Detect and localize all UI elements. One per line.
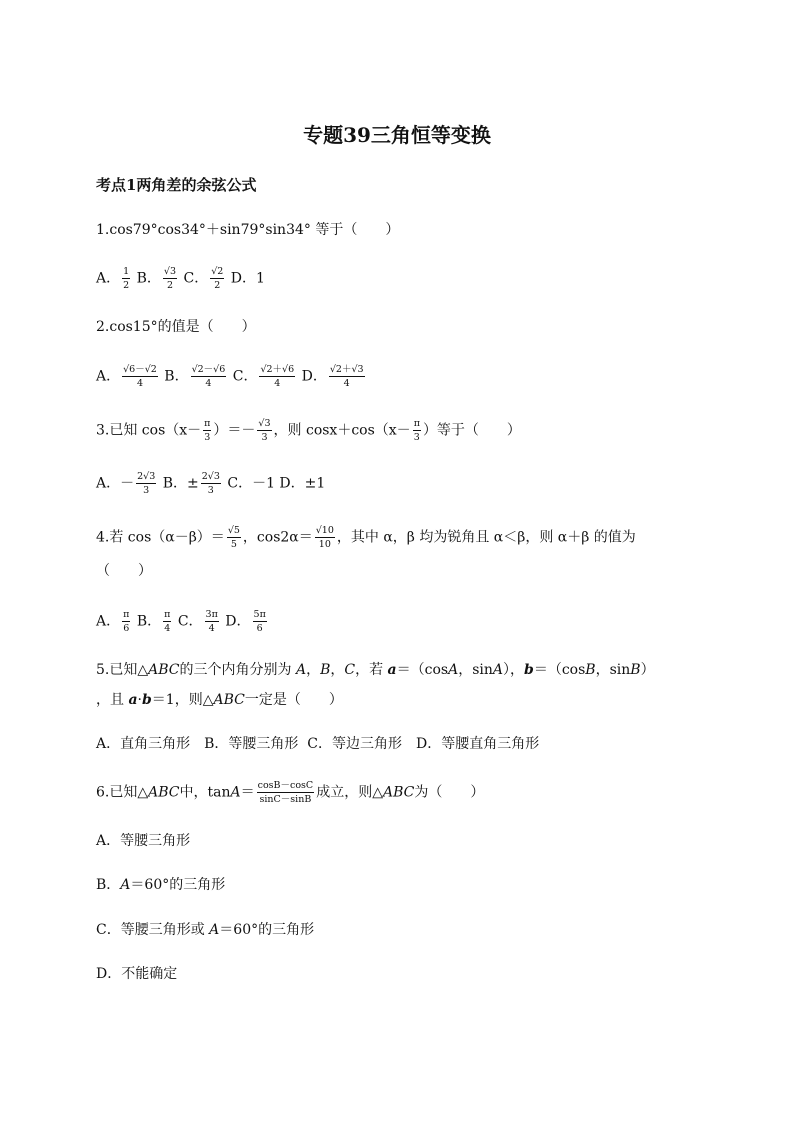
question-4-options bbox=[96, 609, 269, 634]
fraction: $\frac{2√3}{3}$ bbox=[137, 471, 156, 496]
question-5-stem-line2: ，且 a·b＝1，则△ABC一定是（ ） bbox=[96, 692, 343, 708]
fraction: $\frac{\pi}{3}$ bbox=[413, 418, 420, 443]
question-2-stem: 2.cos15°的值是（ ） bbox=[96, 319, 256, 335]
option-b-label: B． bbox=[132, 270, 161, 287]
fraction: $\frac{√5}{5}$ bbox=[227, 525, 240, 550]
option-c-label: C． bbox=[228, 368, 258, 385]
option-d-label: D． bbox=[220, 613, 251, 630]
fraction: $\frac{\pi}{3}$ bbox=[204, 418, 211, 443]
question-6-option-d: D．不能确定 bbox=[96, 966, 178, 982]
question-6-option-b: B．A＝60°的三角形 bbox=[96, 877, 226, 893]
question-4-stem-line2: （ ） bbox=[96, 563, 152, 579]
question-6-option-c: C．等腰三角形或 A＝60°的三角形 bbox=[96, 922, 315, 938]
fraction: $\frac{√2+√6}{4}$ bbox=[260, 364, 295, 389]
fraction: $\frac{√2+√3}{4}$ bbox=[329, 364, 364, 389]
fraction: $\frac{√2}{2}$ bbox=[211, 266, 224, 291]
question-1-options bbox=[96, 266, 265, 291]
option-a-label: A．－ bbox=[96, 475, 135, 492]
fraction: $\frac{3\pi}{4}$ bbox=[205, 609, 218, 634]
option-a-label: A． bbox=[96, 613, 121, 630]
fraction: $\frac{\pi}{6}$ bbox=[123, 609, 130, 634]
section-heading: 考点1两角差的余弦公式 bbox=[96, 176, 257, 194]
page-title: 专题39三角恒等变换 bbox=[303, 123, 491, 147]
question-6-option-a: A．等腰三角形 bbox=[96, 833, 191, 849]
fraction: $\frac{√2-√6}{4}$ bbox=[191, 364, 226, 389]
option-d-label: D． bbox=[297, 368, 327, 385]
option-c-label: C． bbox=[173, 613, 203, 630]
question-4-stem: 4.若 cos（α－β）＝ $\frac{√5}{5}$ ，cos2α＝ $\frac{√10}{10}$ ，其中 α，β 均为锐角且 α＜β，则 α＋β 的值为 bbox=[96, 525, 636, 550]
option-a-label: A． bbox=[96, 270, 121, 287]
question-5-stem: 5.已知△ABC的三个内角分别为 A，B，C，若 a＝（cosA，sinA），b＝（cosB，sinB） bbox=[96, 662, 655, 678]
fraction: $\frac{√3}{2}$ bbox=[163, 266, 177, 291]
option-c-label: C． bbox=[179, 270, 209, 287]
option-a-label: A． bbox=[96, 368, 121, 385]
fraction: $\frac{\pi}{4}$ bbox=[164, 609, 171, 634]
question-2-options bbox=[96, 364, 367, 389]
question-6-stem: 6.已知△ABC中，tanA＝ $\frac{\cos B-\cos C}{\sin C-\sin B}$ 成立，则△ABC为（ ） bbox=[96, 780, 485, 805]
option-d: D．1 bbox=[226, 270, 265, 287]
fraction: $\frac{2√3}{3}$ bbox=[201, 471, 220, 496]
question-3-stem: 3.已知 cos（x－ $\frac{\pi}{3}$ ）＝－ $\frac{√3}{3}$ ，则 cosx＋cos（x－ $\frac{\pi}{3}$ ）等于（ ） bbox=[96, 418, 521, 443]
fraction: $\frac{5\pi}{6}$ bbox=[253, 609, 266, 634]
option-b-label: B． bbox=[159, 368, 189, 385]
fraction: $\frac{1}{2}$ bbox=[123, 266, 130, 291]
option-b-label: B． bbox=[132, 613, 162, 630]
option-b-label: B．± bbox=[158, 475, 199, 492]
option-c-d: C．－1 D．±1 bbox=[222, 475, 326, 492]
question-1-stem: 1.cos79°cos34°＋sin79°sin34° 等于（ ） bbox=[96, 222, 400, 238]
fraction: $\frac{√10}{10}$ bbox=[315, 525, 334, 550]
fraction: $\frac{√6-√2}{4}$ bbox=[123, 364, 157, 389]
fraction: $\frac{√3}{3}$ bbox=[258, 418, 271, 443]
question-3-options bbox=[96, 471, 325, 496]
fraction: $\frac{\cos B-\cos C}{\sin C-\sin B}$ bbox=[257, 780, 314, 805]
question-5-options: A．直角三角形 B．等腰三角形 C．等边三角形 D．等腰直角三角形 bbox=[96, 736, 540, 752]
